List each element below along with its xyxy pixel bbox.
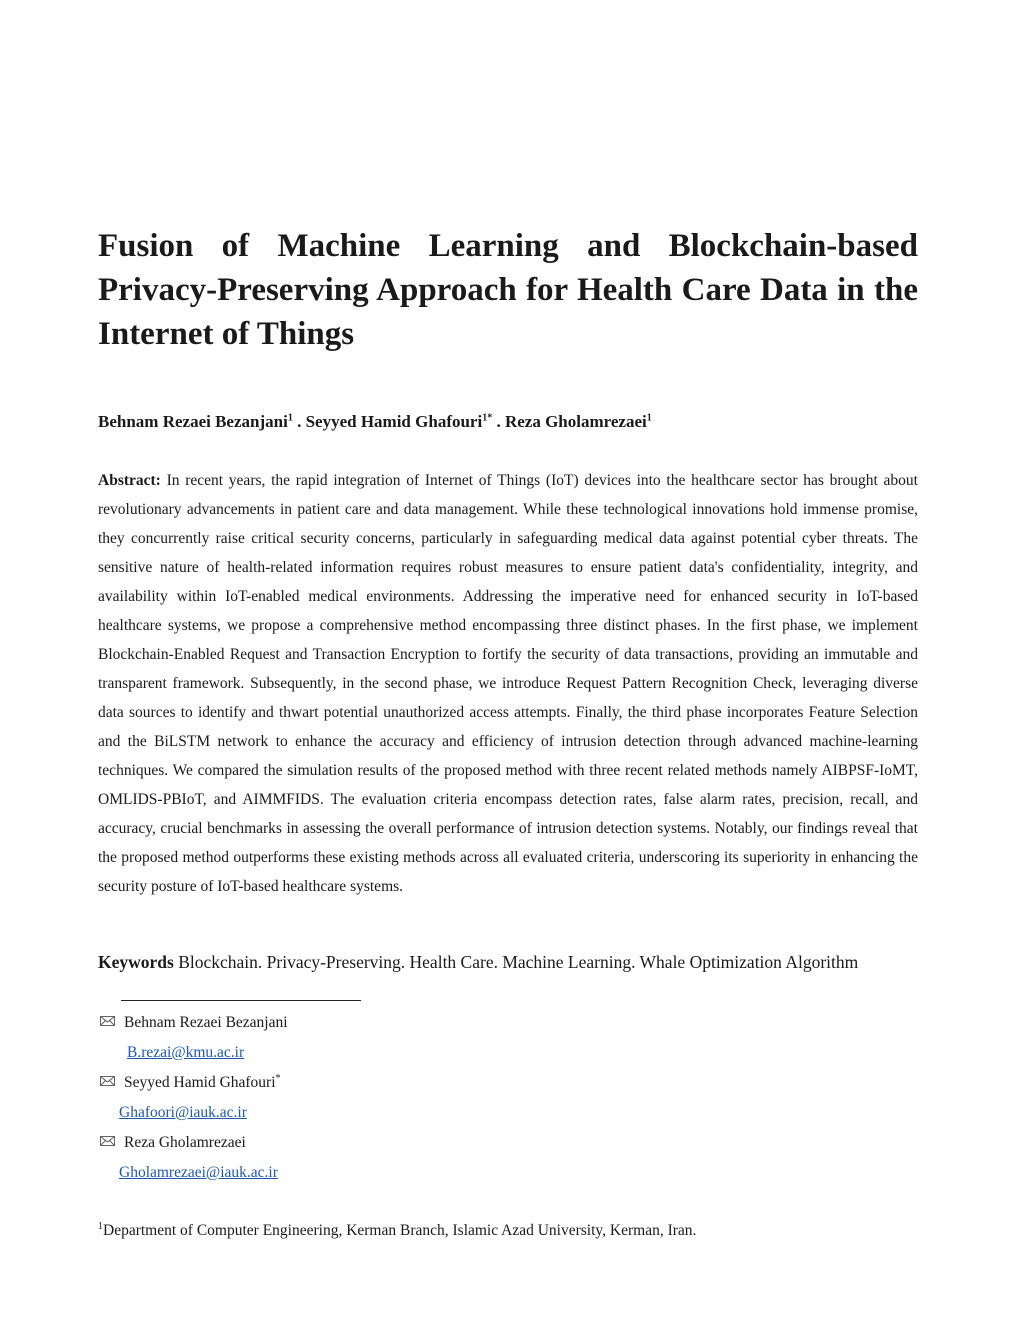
author-affiliation-mark: 1 (646, 412, 652, 424)
author-name: Seyyed Hamid Ghafouri (305, 412, 483, 431)
keywords-label: Keywords (98, 952, 174, 972)
footnote-author (100, 1012, 288, 1034)
author-email-link[interactable]: Ghafoori@iauk.ac.ir (119, 1104, 247, 1121)
paper-title: Fusion of Machine Learning and Blockchain-based Privacy-Preserving Approach for Health Care Data in the Internet of Things (98, 228, 918, 352)
abstract-label: Abstract: (98, 472, 161, 489)
corresponding-author-mark: * (275, 1072, 281, 1084)
author-email-link[interactable]: Gholamrezaei@iauk.ac.ir (119, 1164, 278, 1181)
author-separator: . (496, 412, 501, 431)
envelope-icon (100, 1016, 115, 1026)
keywords-text: Blockchain. Privacy-Preserving. Health Care. Machine Learning. Whale Optimization Algorithm (178, 952, 859, 972)
author-line (98, 410, 918, 434)
footnote-author-name: Behnam Rezaei Bezanjani (124, 1014, 288, 1031)
footnote-author-name: Seyyed Hamid Ghafouri (124, 1074, 276, 1091)
footnote-email-row (127, 1042, 244, 1064)
footnote-email-row (119, 1102, 247, 1124)
footnote-separator (121, 1000, 361, 1001)
footnote-author-name: Reza Gholamrezaei (124, 1134, 246, 1151)
footnote-author (100, 1132, 246, 1154)
abstract (98, 466, 918, 901)
abstract-text: In recent years, the rapid integration of Internet of Things (IoT) devices into the healthcare sector has brought about revolutionary advancements in patient care and data management. While these technological innovations hold immense promise, they concurrently raise critical security concerns, particularly in safeguarding medical data against potential cyber threats. The sensitive nature of health-related information requires robust measures to ensure patient data's confidentiality, integrity, and availability within IoT-enabled medical environments. Addressing the imperative need for enhanced security in IoT-based healthcare systems, we propose a comprehensive method encompassing three distinct phases. In the first phase, we implement Blockchain-Enabled Request and Transaction Encryption to fortify the security of data transactions, providing an immutable and transparent framework. Subsequently, in the second phase, we introduce Request Pattern Recognition Check, leveraging diverse data sources to identify and thwart potential unauthorized access attempts. Finally, the third phase incorporates Feature Selection and the BiLSTM network to enhance the accuracy and efficiency of intrusion detection through advanced machine-learning techniques. We compared the simulation results of the proposed method with three recent related methods namely AIBPSF-IoMT, OMLIDS-PBIoT, and AIMMFIDS. The evaluation criteria encompass detection rates, false alarm rates, precision, recall, and accuracy, crucial benchmarks in assessing the overall performance of intrusion detection systems. Notably, our findings reveal that the proposed method outperforms these existing methods across all evaluated criteria, underscoring its superiority in enhancing the security posture of IoT-based healthcare systems. (98, 472, 918, 895)
author-name: Behnam Rezaei Bezanjani (98, 412, 288, 431)
author-name: Reza Gholamrezaei (504, 412, 647, 431)
author-affiliation-mark: 1 (287, 412, 293, 424)
keywords (98, 949, 918, 975)
author-affiliation-mark: 1* (482, 412, 493, 424)
footnote-email-row (119, 1162, 278, 1184)
footnote-author (100, 1072, 281, 1094)
envelope-icon (100, 1136, 115, 1146)
affiliation-text: Department of Computer Engineering, Kerman Branch, Islamic Azad University, Kerman, Iran. (103, 1222, 697, 1239)
author-email-link[interactable]: B.rezai@kmu.ac.ir (127, 1044, 245, 1061)
affiliation-mark: 1 (98, 1220, 103, 1232)
envelope-icon (100, 1076, 115, 1086)
author-separator: . (297, 412, 302, 431)
affiliation (98, 1220, 918, 1242)
